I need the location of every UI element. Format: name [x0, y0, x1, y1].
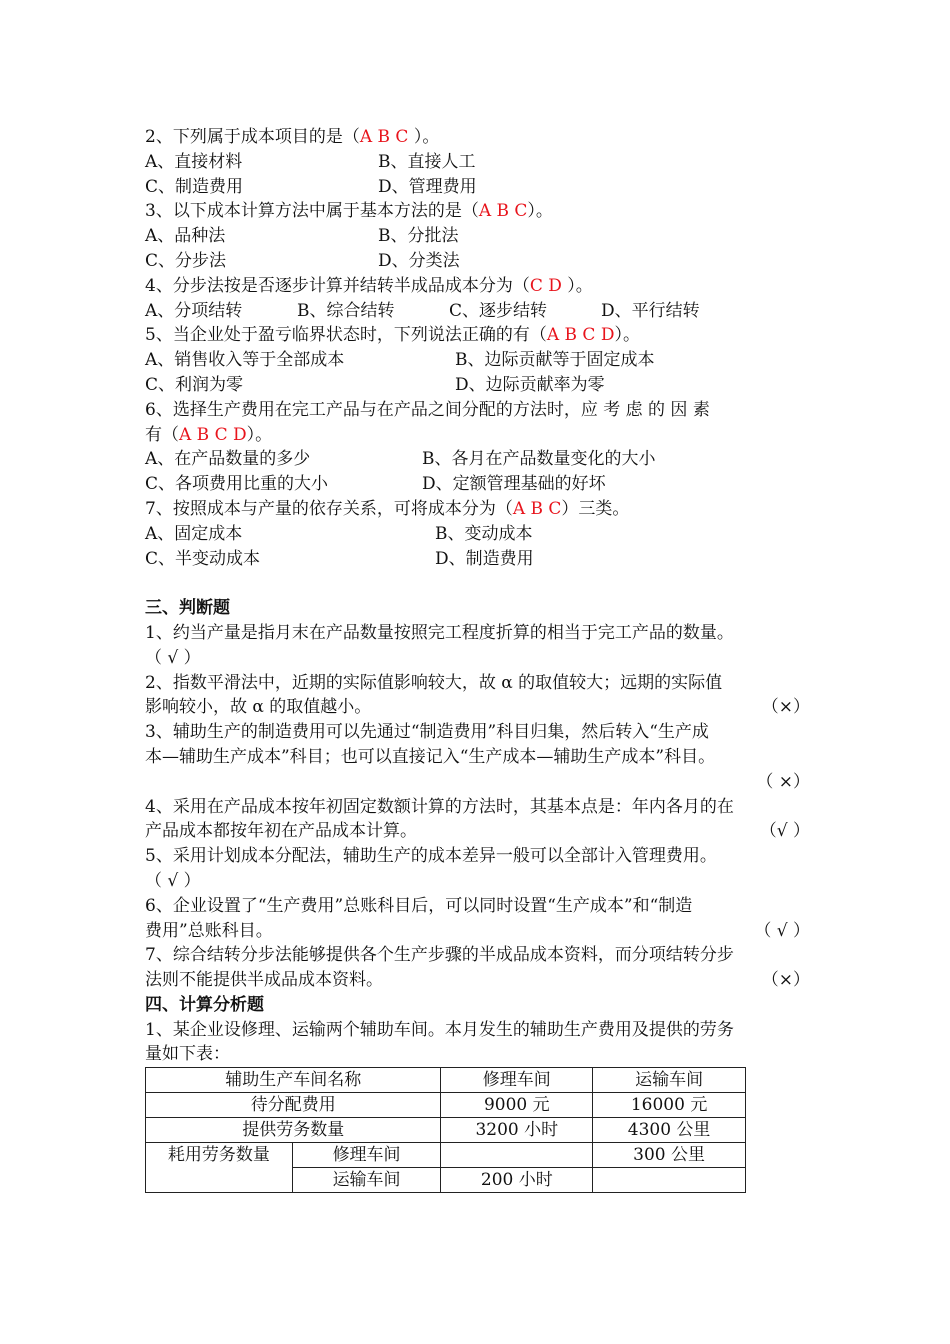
answer: A B C	[359, 127, 409, 147]
question-6: 6、选择生产费用在完工产品与在产品之间分配的方法时，应 考 虑 的 因 素	[145, 399, 710, 420]
judge-item-2: 2、指数平滑法中，近期的实际值影响较大，故 α 的取值较大；远期的实际值	[145, 672, 723, 693]
answer: A B C	[512, 498, 562, 519]
judge-item-3-cont: 本—辅助生产成本”科目；也可以直接记入“生产成本—辅助生产成本”科目。	[145, 746, 716, 767]
judge-item-1: 1、约当产量是指月末在产品数量按照完工程度折算的相当于完工产品的数量。	[145, 622, 734, 643]
judge-mark: （√ ）	[759, 821, 810, 842]
answer: A B C D	[179, 424, 247, 445]
table-row: 耗用劳务数量 修理车间 300 公里	[146, 1143, 746, 1168]
service-table	[145, 1067, 746, 1193]
section-title-calculation: 四、计算分析题	[145, 994, 264, 1015]
judge-item-5: 5、采用计划成本分配法，辅助生产的成本差异一般可以全部计入管理费用。	[145, 846, 717, 867]
judge-item-4-cont: 产品成本都按年初在产品成本计算。 （√ ）	[145, 819, 810, 844]
judge-mark: （ √ ）	[145, 870, 201, 891]
judge-item-6: 6、企业设置了“生产费用”总账科目后，可以同时设置“生产成本”和“制造	[145, 895, 693, 916]
calc-question-1-cont: 量如下表：	[145, 1044, 230, 1065]
question-5: 5、当企业处于盈亏临界状态时，下列说法正确的有（A B C D）。	[145, 325, 640, 346]
judge-item-4: 4、采用在产品成本按年初固定数额计算的方法时，其基本点是：年内各月的在	[145, 796, 734, 817]
judge-mark: （ √ ）	[754, 920, 810, 941]
table-row: 运输车间 200 小时	[146, 1168, 746, 1193]
options-row: A、直接材料 B、直接人工	[145, 151, 476, 172]
question-2: 2、下列属于成本项目的是（A B C ）。	[145, 127, 440, 147]
options-row: C、半变动成本 D、制造费用	[145, 548, 534, 569]
answer: A B C D	[546, 325, 615, 346]
judge-mark: （×）	[761, 970, 810, 991]
section-title-judgement: 三、判断题	[145, 598, 230, 619]
question-6-cont: 有（A B C D）。	[145, 424, 273, 445]
options-row: A、销售收入等于全部成本 B、边际贡献等于固定成本	[145, 350, 655, 371]
options-row: C、制造费用 D、管理费用	[145, 176, 477, 197]
options-row: A、固定成本 B、变动成本	[145, 523, 533, 544]
judge-item-7-cont: 法则不能提供半成品成本资料。 （×）	[145, 968, 810, 993]
judge-item-7: 7、综合结转分步法能够提供各个生产步骤的半成品成本资料，而分项结转分步	[145, 945, 734, 966]
spacer	[145, 571, 810, 596]
judge-item-6-cont: 费用”总账科目。 （ √ ）	[145, 919, 810, 944]
question-3: 3、以下成本计算方法中属于基本方法的是（A B C）。	[145, 201, 553, 222]
answer: C D	[529, 275, 562, 296]
judge-mark: （ ×）	[756, 771, 810, 792]
table-row: 提供劳务数量 3200 小时 4300 公里	[146, 1118, 746, 1143]
table-row: 待分配费用 9000 元 16000 元	[146, 1093, 746, 1118]
options-row: C、各项费用比重的大小 D、定额管理基础的好坏	[145, 474, 606, 495]
options-row: C、利润为零 D、边际贡献率为零	[145, 374, 605, 395]
table-row: 辅助生产车间名称 修理车间 运输车间	[146, 1068, 746, 1093]
judge-mark: （ √ ）	[145, 647, 201, 668]
answer: A B C	[478, 201, 528, 222]
calc-question-1: 1、某企业设修理、运输两个辅助车间。本月发生的辅助生产费用及提供的劳务	[145, 1019, 734, 1040]
question-7: 7、按照成本与产量的依存关系，可将成本分为（A B C）三类。	[145, 498, 630, 519]
options-row: A、分项结转 B、综合结转 C、逐步结转 D、平行结转	[145, 300, 700, 321]
document-page	[145, 125, 810, 1193]
judge-item-3: 3、辅助生产的制造费用可以先通过“制造费用”科目归集，然后转入“生产成	[145, 722, 709, 743]
judge-item-2-cont: 影响较小，故 α 的取值越小。 （×）	[145, 695, 810, 720]
judge-mark: （×）	[761, 697, 810, 718]
options-row: C、分步法 D、分类法	[145, 250, 460, 271]
options-row: A、品种法 B、分批法	[145, 226, 459, 247]
question-4: 4、分步法按是否逐步计算并结转半成品成本分为（C D ）。	[145, 275, 593, 296]
options-row: A、在产品数量的多少 B、各月在产品数量变化的大小	[145, 449, 656, 470]
